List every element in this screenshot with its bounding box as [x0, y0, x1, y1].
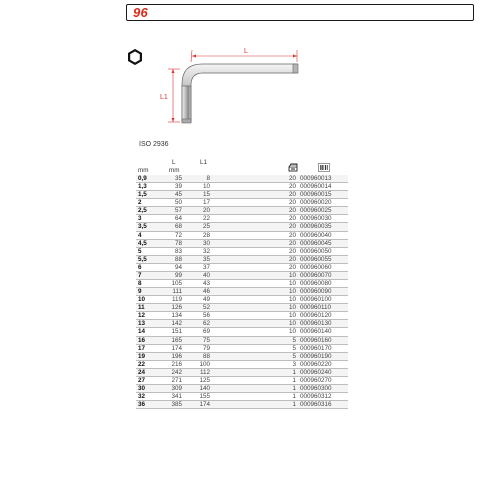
- catalog-title-box: [126, 4, 474, 21]
- cell-length-l1: 25: [202, 223, 210, 231]
- cell-pack-qty: 5: [292, 352, 296, 360]
- cell-size-mm: 1,3: [138, 183, 147, 191]
- cell-length-l: 271: [171, 376, 182, 384]
- cell-article-code: 000960020: [300, 199, 332, 207]
- cell-length-l1: 155: [199, 393, 210, 401]
- cell-length-l: 142: [171, 320, 182, 328]
- table-row: [136, 345, 348, 353]
- table-row: [136, 272, 348, 280]
- cell-article-code: 000960050: [300, 247, 332, 255]
- cell-size-mm: 17: [138, 344, 146, 352]
- cell-length-l: 57: [174, 207, 182, 215]
- cell-length-l1: 49: [202, 296, 210, 304]
- cell-length-l: 68: [174, 223, 182, 231]
- cell-length-l: 341: [171, 393, 182, 401]
- cell-article-code: 000960030: [300, 215, 332, 223]
- cell-pack-qty: 1: [292, 368, 296, 376]
- cell-article-code: 000960045: [300, 239, 332, 247]
- table-row: [136, 312, 348, 320]
- cell-length-l1: 20: [202, 207, 210, 215]
- cell-pack-qty: 10: [288, 280, 296, 288]
- cell-length-l1: 140: [199, 385, 210, 393]
- cell-article-code: 000960300: [300, 385, 332, 393]
- table-row: [136, 191, 348, 199]
- cell-size-mm: 4: [138, 231, 142, 239]
- col-header-l: L: [172, 159, 176, 166]
- barcode-icon: [318, 163, 330, 172]
- cell-article-code: 000960014: [300, 183, 332, 191]
- cell-pack-qty: 10: [288, 328, 296, 336]
- cell-pack-qty: 5: [292, 336, 296, 344]
- cell-length-l1: 22: [202, 215, 210, 223]
- table-row: [136, 361, 348, 369]
- cell-article-code: 000960120: [300, 312, 332, 320]
- cell-length-l: 119: [171, 296, 182, 304]
- cell-length-l: 64: [174, 215, 182, 223]
- cell-size-mm: 30: [138, 385, 146, 393]
- cell-size-mm: 2: [138, 199, 142, 207]
- cell-length-l1: 56: [202, 312, 210, 320]
- table-row: [136, 223, 348, 231]
- cell-size-mm: 10: [138, 296, 146, 304]
- cell-pack-qty: 20: [288, 239, 296, 247]
- cell-pack-qty: 3: [292, 360, 296, 368]
- cell-article-code: 000960080: [300, 280, 332, 288]
- cell-pack-qty: 20: [288, 223, 296, 231]
- cell-length-l: 50: [174, 199, 182, 207]
- cell-size-mm: 36: [138, 401, 146, 409]
- table-row: [136, 264, 348, 272]
- cell-length-l1: 17: [202, 199, 210, 207]
- cell-length-l: 165: [171, 336, 182, 344]
- table-row: [136, 296, 348, 304]
- cell-pack-qty: 20: [288, 175, 296, 182]
- cell-pack-qty: 20: [288, 263, 296, 271]
- cell-length-l1: 112: [199, 368, 210, 376]
- cell-length-l: 309: [171, 385, 182, 393]
- cell-size-mm: 8: [138, 280, 142, 288]
- table-row: [136, 369, 348, 377]
- cell-article-code: 000960270: [300, 376, 332, 384]
- cell-length-l1: 37: [202, 263, 210, 271]
- cell-article-code: 000960312: [300, 393, 332, 401]
- table-row: [136, 215, 348, 223]
- cell-length-l: 134: [171, 312, 182, 320]
- cell-article-code: 000960170: [300, 344, 332, 352]
- cell-size-mm: 3: [138, 215, 142, 223]
- table-row: [136, 199, 348, 207]
- cell-article-code: 000960090: [300, 288, 332, 296]
- cell-length-l: 174: [171, 344, 182, 352]
- cell-article-code: 000960025: [300, 207, 332, 215]
- cell-size-mm: 4,5: [138, 239, 147, 247]
- product-code: 96: [133, 5, 149, 20]
- cell-length-l1: 62: [202, 320, 210, 328]
- cell-length-l: 126: [171, 304, 182, 312]
- cell-length-l: 216: [171, 360, 182, 368]
- table-row: [136, 304, 348, 312]
- table-header: [136, 160, 348, 175]
- table-body: [136, 175, 348, 409]
- cell-length-l: 242: [171, 368, 182, 376]
- cell-article-code: 000960055: [300, 255, 332, 263]
- cell-pack-qty: 1: [292, 376, 296, 384]
- table-row: [136, 377, 348, 385]
- cell-size-mm: 2,5: [138, 207, 147, 215]
- cell-length-l1: 88: [202, 352, 210, 360]
- cell-pack-qty: 20: [288, 231, 296, 239]
- cell-article-code: 000960015: [300, 191, 332, 199]
- cell-pack-qty: 20: [288, 191, 296, 199]
- dimension-l-label: L: [244, 48, 248, 55]
- cell-length-l1: 40: [202, 271, 210, 279]
- cell-length-l: 35: [174, 175, 182, 182]
- table-row: [136, 320, 348, 328]
- cell-article-code: 000960140: [300, 328, 332, 336]
- hexagon-section-icon: [127, 49, 143, 65]
- cell-length-l: 385: [171, 401, 182, 409]
- cell-length-l1: 125: [199, 376, 210, 384]
- cell-length-l: 151: [171, 328, 182, 336]
- cell-pack-qty: 1: [292, 401, 296, 409]
- col-header-mm: mm: [138, 167, 149, 174]
- col-header-l1: L1: [200, 159, 208, 166]
- table-row: [136, 248, 348, 256]
- cell-pack-qty: 1: [292, 385, 296, 393]
- cell-size-mm: 0,9: [138, 175, 147, 182]
- cell-length-l1: 69: [202, 328, 210, 336]
- cell-pack-qty: 20: [288, 247, 296, 255]
- cell-length-l1: 35: [202, 255, 210, 263]
- cell-article-code: 000960240: [300, 368, 332, 376]
- cell-length-l: 72: [174, 231, 182, 239]
- hex-key-drawing: [158, 42, 308, 130]
- cell-pack-qty: 20: [288, 199, 296, 207]
- cell-article-code: 000960220: [300, 360, 332, 368]
- table-row: [136, 288, 348, 296]
- cell-length-l: 78: [174, 239, 182, 247]
- cell-length-l: 88: [174, 255, 182, 263]
- cell-length-l: 196: [171, 352, 182, 360]
- cell-length-l1: 43: [202, 280, 210, 288]
- table-row: [136, 183, 348, 191]
- cell-size-mm: 9: [138, 288, 142, 296]
- cell-size-mm: 5,5: [138, 255, 147, 263]
- cell-article-code: 000960130: [300, 320, 332, 328]
- cell-pack-qty: 10: [288, 296, 296, 304]
- cell-size-mm: 5: [138, 247, 142, 255]
- cell-length-l1: 8: [206, 175, 210, 182]
- cell-size-mm: 11: [138, 304, 145, 312]
- col-header-l-unit: mm: [169, 167, 180, 174]
- cell-size-mm: 16: [138, 336, 146, 344]
- cell-length-l1: 15: [202, 191, 210, 199]
- table-row: [136, 207, 348, 215]
- cell-pack-qty: 20: [288, 255, 296, 263]
- cell-article-code: 000960040: [300, 231, 332, 239]
- cell-pack-qty: 1: [292, 393, 296, 401]
- cell-size-mm: 24: [138, 368, 146, 376]
- dimension-l1-label: L1: [160, 94, 168, 101]
- table-row: [136, 393, 348, 401]
- cell-pack-qty: 20: [288, 215, 296, 223]
- cell-size-mm: 3,5: [138, 223, 147, 231]
- cell-article-code: 000960110: [300, 304, 332, 312]
- cell-size-mm: 14: [138, 328, 146, 336]
- table-row: [136, 240, 348, 248]
- cell-size-mm: 7: [138, 271, 142, 279]
- box-stack-icon: [288, 163, 298, 172]
- cell-article-code: 000960190: [300, 352, 332, 360]
- cell-pack-qty: 20: [288, 207, 296, 215]
- table-row: [136, 280, 348, 288]
- cell-size-mm: 12: [138, 312, 146, 320]
- cell-length-l1: 10: [202, 183, 210, 191]
- table-row: [136, 256, 348, 264]
- cell-length-l: 83: [174, 247, 182, 255]
- cell-pack-qty: 20: [288, 183, 296, 191]
- cell-article-code: 000960100: [300, 296, 332, 304]
- cell-pack-qty: 10: [288, 320, 296, 328]
- cell-pack-qty: 10: [288, 288, 296, 296]
- table-row: [136, 175, 348, 183]
- cell-size-mm: 1,5: [138, 191, 147, 199]
- cell-length-l1: 52: [202, 304, 210, 312]
- cell-length-l: 39: [174, 183, 182, 191]
- table-row: [136, 337, 348, 345]
- cell-size-mm: 6: [138, 263, 142, 271]
- cell-size-mm: 19: [138, 352, 146, 360]
- cell-pack-qty: 10: [288, 312, 296, 320]
- cell-size-mm: 22: [138, 360, 146, 368]
- cell-length-l1: 100: [199, 360, 210, 368]
- cell-article-code: 000960070: [300, 271, 332, 279]
- cell-length-l: 94: [174, 263, 182, 271]
- cell-article-code: 000960013: [300, 175, 332, 182]
- cell-length-l: 99: [174, 271, 182, 279]
- cell-pack-qty: 10: [288, 304, 296, 312]
- table-row: [136, 385, 348, 393]
- table-row: [136, 353, 348, 361]
- cell-size-mm: 27: [138, 376, 146, 384]
- cell-size-mm: 13: [138, 320, 146, 328]
- cell-length-l: 111: [172, 288, 182, 296]
- cell-length-l: 45: [174, 191, 182, 199]
- table-row: [136, 232, 348, 240]
- cell-article-code: 000960035: [300, 223, 332, 231]
- cell-length-l1: 46: [202, 288, 210, 296]
- cell-size-mm: 32: [138, 393, 146, 401]
- cell-pack-qty: 10: [288, 271, 296, 279]
- cell-length-l1: 79: [202, 344, 210, 352]
- cell-length-l1: 28: [202, 231, 210, 239]
- cell-article-code: 000960316: [300, 401, 332, 409]
- cell-article-code: 000960060: [300, 263, 332, 271]
- standard-label: ISO 2936: [139, 141, 169, 148]
- size-table: [136, 160, 348, 409]
- table-row: [136, 401, 348, 409]
- cell-length-l: 105: [171, 280, 182, 288]
- cell-pack-qty: 5: [292, 344, 296, 352]
- cell-length-l1: 174: [199, 401, 210, 409]
- table-row: [136, 328, 348, 336]
- cell-article-code: 000960160: [300, 336, 332, 344]
- cell-length-l1: 32: [202, 247, 210, 255]
- cell-length-l1: 75: [202, 336, 210, 344]
- cell-length-l1: 30: [202, 239, 210, 247]
